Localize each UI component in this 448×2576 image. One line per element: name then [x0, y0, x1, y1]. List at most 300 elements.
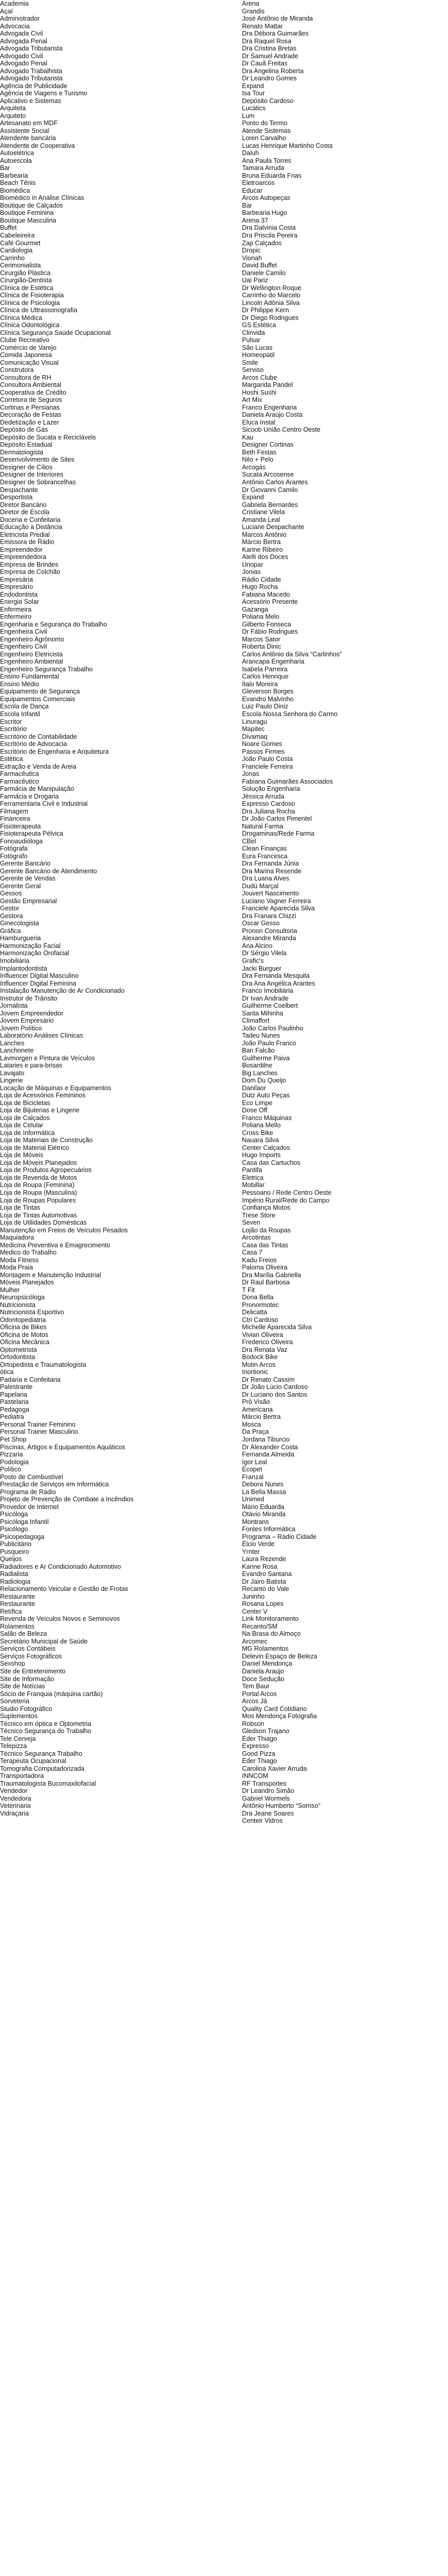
- name-item: Eura Francesca: [242, 852, 288, 860]
- category-item: Pedagoga: [0, 1405, 30, 1413]
- category-item: Implantodontista: [0, 964, 47, 972]
- category-item: Filmagem: [0, 807, 28, 815]
- category-item: Maquiadora: [0, 1234, 35, 1242]
- category-item: Instalação Manutenção de Ar Condicionado: [0, 987, 125, 995]
- category-item: Artesanato em MDF: [0, 120, 58, 127]
- name-item: CBel: [242, 837, 256, 845]
- name-item: Dra Luana Alves: [242, 875, 289, 883]
- category-item: Gerente de Vendas: [0, 875, 56, 883]
- category-item: Enfermeiro: [0, 613, 32, 621]
- name-item: Mosca: [242, 1420, 261, 1428]
- category-item: Sexshop: [0, 1660, 25, 1668]
- name-item: Grafic's: [242, 957, 264, 964]
- name-item: Evandro Santana: [242, 1570, 292, 1578]
- category-item: Advogado Civil: [0, 52, 43, 60]
- name-item: José Antônio de Miranda: [242, 15, 313, 23]
- category-item: Prestação de Serviços em Informática: [0, 1481, 109, 1488]
- category-item: Educação a Distância: [0, 523, 62, 531]
- name-item: Carrinho do Marcelo: [242, 292, 301, 299]
- name-item: Jouvert Nascimento: [242, 890, 299, 897]
- category-item: Studio Fotográfico: [0, 1705, 53, 1713]
- name-item: Grandis: [242, 7, 265, 15]
- name-item: Franco Imobiliária: [242, 987, 294, 995]
- category-item: Empreendedor: [0, 546, 43, 553]
- category-item: Engenheiro Civil: [0, 643, 47, 651]
- category-item: Bar: [0, 164, 10, 172]
- category-item: Enfermeira: [0, 605, 32, 613]
- category-item: Clínica Odontológica: [0, 321, 60, 329]
- name-item: Quality Card Cotidiano: [242, 1705, 307, 1713]
- category-item: Cortinas e Persianas: [0, 403, 60, 411]
- name-item: Eletroarcos: [242, 179, 275, 187]
- name-item: Dr Cauã Freitas: [242, 60, 288, 67]
- name-item: Igor Leal: [242, 1458, 267, 1466]
- category-item: Nutricionista Esportivo: [0, 1309, 64, 1316]
- category-item: Moda Praia: [0, 1264, 33, 1272]
- category-item: Designer de Cílios: [0, 463, 53, 471]
- name-item: Roberta Dinic: [242, 643, 281, 651]
- name-item: Dr Giovanni Camilo: [242, 486, 298, 494]
- name-item: RF Transportes: [242, 1780, 287, 1787]
- name-item: João Paulo Costa: [242, 755, 293, 763]
- category-item: Sócio de Franquia (máquina cartão): [0, 1690, 103, 1698]
- category-item: Ensino Fundamental: [0, 673, 59, 681]
- name-item: Good Pizza: [242, 1750, 275, 1757]
- category-item: Tomografia Computadorizada: [0, 1765, 84, 1772]
- category-item: Psicóloga Infantil: [0, 1518, 49, 1526]
- name-item: Dra Renata Vaz: [242, 1346, 288, 1353]
- category-item: Gráfica: [0, 927, 21, 935]
- category-item: Traumatologista Bucomaxilofacial: [0, 1780, 96, 1787]
- category-item: Engenheiro Agrônomo: [0, 635, 64, 643]
- category-item: Energia Solar: [0, 598, 39, 606]
- category-item: Advogado Penal: [0, 60, 47, 67]
- name-item: Dra Marina Resende: [242, 867, 302, 875]
- name-item: Dudú Marçal: [242, 882, 279, 890]
- category-item: Fisioterapeuta Pélvica: [0, 830, 63, 838]
- name-item: Lucátics: [242, 105, 266, 112]
- category-item: Despachante: [0, 486, 38, 494]
- name-item: Ecopet: [242, 1466, 262, 1473]
- category-item: Barbearia: [0, 172, 28, 179]
- name-item: Noare Gomes: [242, 740, 282, 748]
- name-item: Da Praça: [242, 1428, 269, 1436]
- name-item: Pantifa: [242, 1166, 262, 1174]
- name-item: Fontes Informática: [242, 1526, 296, 1533]
- category-item: Pastelaria: [0, 1398, 29, 1406]
- category-item: Arquiteta: [0, 105, 26, 112]
- category-item: Sorveteria: [0, 1698, 29, 1705]
- category-item: Loja de Roupa (Masculina): [0, 1189, 77, 1196]
- category-item: Jovem Empreendedor: [0, 1009, 63, 1017]
- category-item: Depósito de Sucata e Reciclávels: [0, 433, 96, 441]
- category-item: Loja de Bijuterias e Lingerie: [0, 1107, 80, 1114]
- name-item: Dr Philippe Kern: [242, 307, 289, 314]
- category-item: Clínica de Fisioterapia: [0, 292, 64, 299]
- name-item: Barbearia Hugo: [242, 209, 287, 217]
- category-item: Gerente Geral: [0, 882, 41, 890]
- name-item: Otávio Miranda: [242, 1511, 286, 1518]
- name-item: Antônio Humberto “Sorriso”: [242, 1802, 321, 1810]
- category-item: Odontopediatria: [0, 1316, 46, 1324]
- name-item: Expresso: [242, 1742, 269, 1750]
- name-item: Dr Leandro Gomes: [242, 75, 297, 82]
- category-item: Financeira: [0, 815, 30, 823]
- name-item: Ana Paula Torres: [242, 157, 291, 164]
- name-item: Educar: [242, 187, 263, 194]
- category-item: Influencer Digital Feminina: [0, 979, 76, 987]
- name-item: Alexandre Miranda: [242, 935, 296, 942]
- category-item: Programa de Rádio: [0, 1488, 56, 1496]
- category-item: Rolamentos: [0, 1622, 35, 1630]
- category-item: Relacionamento Veicular e Gestão de Frotas: [0, 1585, 128, 1593]
- category-item: Escritório: [0, 725, 27, 733]
- category-item: Site de Informação: [0, 1675, 54, 1683]
- name-item: Dona Bella: [242, 1294, 274, 1301]
- category-item: Político: [0, 1466, 21, 1473]
- category-item: Loja de Móveis: [0, 1151, 44, 1159]
- name-item: Pronon Consultoria: [242, 927, 298, 935]
- name-item: Éder Thiago: [242, 1735, 277, 1742]
- category-item: Mulher: [0, 1286, 20, 1294]
- category-item: Loja de Produtos Agropecuários: [0, 1166, 92, 1174]
- category-item: Construtora: [0, 366, 34, 374]
- name-item: Kau: [242, 433, 254, 441]
- name-item: Ana Alcino: [242, 942, 273, 950]
- category-item: Cardiologia: [0, 247, 33, 255]
- category-item: Gestora: [0, 912, 23, 920]
- name-item: Expresso Cardoso: [242, 800, 295, 808]
- category-item: Serviços Contábeis: [0, 1645, 56, 1653]
- name-item: Fernanda Almeida: [242, 1451, 295, 1459]
- category-item: Ferramentaria Civil e Industrial: [0, 800, 88, 808]
- category-item: Administrador: [0, 15, 40, 23]
- name-item: Dr Leandro Simão: [242, 1787, 295, 1795]
- category-item: Oficina de Bikes: [0, 1324, 47, 1331]
- name-item: Link Monitoramento: [242, 1615, 299, 1623]
- name-item: Márcio Bertra: [242, 538, 281, 546]
- category-item: Autoelétrica: [0, 149, 35, 157]
- category-item: Vidraçaria: [0, 1809, 29, 1817]
- category-item: Gerente Bancário de Atendimento: [0, 867, 97, 875]
- name-item: Mobillar: [242, 1181, 265, 1189]
- name-item: Arcogás: [242, 463, 266, 471]
- name-item: Poliana Melo: [242, 613, 280, 621]
- name-item: Franco Máquinas: [242, 1114, 292, 1122]
- name-item: Gilberto Fonseca: [242, 620, 291, 628]
- name-item: Daluh: [242, 149, 259, 157]
- name-item: Élcio Verde: [242, 1540, 275, 1548]
- category-item: Loja de Material Elétrico: [0, 1144, 70, 1151]
- category-item: Suplementos: [0, 1713, 38, 1720]
- category-item: Designer de Sobrancelhas: [0, 479, 76, 486]
- name-item: Margarida Paridel: [242, 381, 293, 389]
- name-item: Daniel Mendonça: [242, 1660, 292, 1668]
- category-item: Posto de Combustível: [0, 1473, 63, 1481]
- category-item: Doceria e Confeitaria: [0, 516, 61, 523]
- category-item: Engenheira Civil: [0, 628, 47, 636]
- name-item: São Lucas: [242, 344, 273, 351]
- category-item: Equipamentos Comerciais: [0, 695, 75, 703]
- category-item: Fotógrafo: [0, 852, 28, 860]
- category-item: Escritor: [0, 718, 22, 725]
- name-item: Isabela Parreira: [242, 665, 288, 673]
- name-item: Márcio Bertra: [242, 1413, 281, 1421]
- name-item: Dose Off: [242, 1107, 268, 1114]
- category-item: Loja de Roupa (Feminina): [0, 1181, 75, 1189]
- category-item: Personal Trainer Masculino: [0, 1428, 78, 1436]
- name-item: Depósito Cardoso: [242, 97, 294, 105]
- category-item: Corretora de Seguros: [0, 396, 62, 404]
- name-item: Na Brasa do Almoço: [242, 1630, 301, 1638]
- category-item: Academia: [0, 0, 29, 7]
- name-item: Daniela Araújo Costa: [242, 411, 303, 419]
- name-item: Dra Franara Chizzi: [242, 912, 296, 920]
- category-item: Clube Recreativo: [0, 336, 49, 344]
- name-item: Marcos Antônio: [242, 531, 287, 538]
- name-item: Dr Fábio Rodrigues: [242, 628, 298, 636]
- category-item: Vendedor: [0, 1787, 28, 1795]
- name-item: Arcos Já: [242, 1698, 267, 1705]
- name-item: Vivian Oliveira: [242, 1331, 283, 1338]
- category-item: Clínica de Psicologia: [0, 299, 60, 307]
- name-item: Luciano Vagner Ferreira: [242, 897, 311, 905]
- category-item: Serviços Fotográficos: [0, 1652, 62, 1660]
- category-item: ótica: [0, 1368, 14, 1376]
- name-item: Serviso: [242, 366, 264, 374]
- name-item: Programa – Rádio Cidade: [242, 1533, 317, 1540]
- name-item: Dra Cristina Bretas: [242, 45, 297, 53]
- category-item: Móveis Planejados: [0, 1279, 54, 1286]
- category-item: Açaí: [0, 7, 13, 15]
- category-item: Ginecologista: [0, 920, 39, 927]
- category-item: Loja de Tintas: [0, 1204, 40, 1212]
- name-item: Jordana Tiburcio: [242, 1436, 290, 1443]
- category-item: Engenheiro Segurança Trabalho: [0, 665, 93, 673]
- name-item: Rádio Cidade: [242, 575, 281, 583]
- category-item: Desportista: [0, 494, 33, 501]
- name-item: Tem Baur: [242, 1683, 270, 1690]
- name-item: Dr João Lúcio Cardoso: [242, 1383, 308, 1391]
- category-item: Farmacêutico: [0, 777, 39, 785]
- category-item: Técnico Segurança do Trabalho: [0, 1727, 92, 1735]
- category-item: Lavmorgen e Pintura de Veículos: [0, 1054, 95, 1062]
- name-item: Franciele Aparecida Silva: [242, 905, 315, 912]
- category-item: Nutricionista: [0, 1301, 36, 1309]
- name-item: Hoshi Sushi: [242, 388, 277, 396]
- name-item: Montrans: [242, 1518, 269, 1526]
- name-item: GS Estética: [242, 321, 276, 329]
- name-item: Expand: [242, 82, 264, 90]
- category-item: Psicólogo: [0, 1526, 28, 1533]
- category-item: Advogada Civil: [0, 30, 43, 38]
- name-item: Dra Marília Gabriella: [242, 1271, 301, 1279]
- name-item: Luiz Paulo Diniz: [242, 703, 288, 710]
- category-item: Loja de Roupas Populares: [0, 1196, 76, 1204]
- category-item: Radiologia: [0, 1578, 31, 1585]
- category-item: Cerimonialista: [0, 262, 41, 269]
- category-item: Jovem Político: [0, 1024, 42, 1032]
- name-item: Delicatta: [242, 1309, 267, 1316]
- name-item: Debora Nunes: [242, 1481, 284, 1488]
- name-item: Paloma Oliveira: [242, 1264, 288, 1272]
- name-item: Jonas: [242, 770, 260, 778]
- name-item: Designer Cortinas: [242, 441, 294, 449]
- category-item: Extração e Venda de Areia: [0, 762, 77, 770]
- name-item: Arena 37: [242, 216, 268, 224]
- category-item: Ensino Médio: [0, 680, 39, 688]
- category-item: Veterinária: [0, 1802, 31, 1810]
- category-item: Lanches: [0, 1039, 25, 1047]
- category-item: Empreendedora: [0, 553, 46, 561]
- name-item: Hugo Imports: [242, 1151, 281, 1159]
- category-item: Lataries e para-brisas: [0, 1062, 62, 1070]
- category-item: Escritório de Advocacia: [0, 740, 67, 748]
- category-item: Podologia: [0, 1458, 29, 1466]
- category-item: Comida Japonesa: [0, 351, 52, 359]
- name-item: Mapitec: [242, 725, 265, 733]
- category-item: Loja de Tintas Automotivas: [0, 1211, 77, 1219]
- category-item: Harmonização Facial: [0, 942, 61, 950]
- category-item: Diretor Bancário: [0, 501, 47, 509]
- category-item: Loja de Celular: [0, 1122, 44, 1129]
- name-item: Yrnter: [242, 1548, 260, 1555]
- name-item: La Bella Massa: [242, 1488, 286, 1496]
- category-item: Fisioterapeuta: [0, 822, 41, 830]
- name-item: Daniele Camilo: [242, 269, 286, 277]
- name-item: Beth Festas: [242, 448, 277, 456]
- category-item: Estética: [0, 755, 23, 763]
- category-item: Emissora de Rádio: [0, 538, 55, 546]
- category-item: Engenharia e Segurança do Trabalho: [0, 620, 107, 628]
- name-item: Casa das Cartuchos: [242, 1159, 301, 1166]
- category-item: Piscinas, Artigos e Equipamentos Aquáticos: [0, 1443, 126, 1451]
- name-item: Luciane Despachante: [242, 523, 304, 531]
- name-item: Dr Sérgio Vilela: [242, 950, 287, 957]
- category-item: Diretor de Escola: [0, 509, 49, 516]
- name-item: Inortionic: [242, 1368, 268, 1376]
- name-item: Zap Calçados: [242, 239, 282, 247]
- name-item: Hugo Rocha: [242, 583, 278, 591]
- name-item: Climaffort: [242, 1017, 270, 1025]
- name-item: Franciele Ferreira: [242, 762, 293, 770]
- name-item: Big Lanches: [242, 1069, 278, 1077]
- category-item: Fotógrafa: [0, 845, 28, 853]
- category-item: Aplicativo e Sistemas: [0, 97, 61, 105]
- name-item: Trese Store: [242, 1211, 275, 1219]
- category-item: Projeto de Prevenção de Combate a Incêndios: [0, 1496, 134, 1503]
- name-item: Pessoano / Rede Centro Oeste: [242, 1189, 332, 1196]
- category-item: Imobiliária: [0, 957, 29, 964]
- name-column: [242, 0, 445, 1825]
- category-item: Técnico Segurança Trabalho: [0, 1750, 82, 1757]
- category-item: Medico do Trabalho: [0, 1249, 57, 1257]
- category-item: Loja de Acessórios Femininos: [0, 1092, 86, 1099]
- name-item: Center Calçados: [242, 1144, 290, 1151]
- name-item: Bruna Eduarda Frias: [242, 172, 302, 179]
- name-item: Linuragu: [242, 718, 267, 725]
- name-item: Arcotintas: [242, 1234, 271, 1242]
- name-item: Passos Firmes: [242, 748, 285, 755]
- category-item: Escritório de Contabilidade: [0, 733, 77, 740]
- name-item: João Paulo Franco: [242, 1039, 296, 1047]
- name-item: Sarita Mihinha: [242, 1009, 283, 1017]
- category-item: Dedetização e Lazer: [0, 418, 59, 426]
- name-item: Motin Arcos: [242, 1361, 276, 1368]
- name-item: Eletrica: [242, 1174, 264, 1181]
- category-item: Retífica: [0, 1607, 22, 1615]
- category-item: Advogada Penal: [0, 37, 47, 45]
- name-item: Rosana Lopes: [242, 1600, 284, 1608]
- name-item: Atelli dos Doces: [242, 553, 288, 561]
- category-item: Personal Trainer Feminino: [0, 1420, 76, 1428]
- name-item: Seven: [242, 1219, 261, 1227]
- category-item: Pediatra: [0, 1413, 24, 1421]
- name-item: Frederico Oliveira: [242, 1338, 293, 1346]
- category-item: Engenheiro Ambiental: [0, 658, 63, 666]
- category-item: Loja de Informática: [0, 1129, 55, 1137]
- name-item: Juninho: [242, 1592, 265, 1600]
- category-item: Lavajato: [0, 1069, 25, 1077]
- category-item: Pusqueiro: [0, 1548, 29, 1555]
- category-item: Loja de Móveis Planejados: [0, 1159, 77, 1166]
- name-item: Tadeu Nunes: [242, 1032, 280, 1040]
- name-item: Mário Eduarda: [242, 1503, 284, 1511]
- category-item: Neuropsicóloga: [0, 1294, 45, 1301]
- category-item: Publicitário: [0, 1540, 32, 1548]
- name-item: Dr Raul Barbosa: [242, 1279, 290, 1286]
- name-item: Pronormotec: [242, 1301, 279, 1309]
- name-item: Arcos Clube: [242, 374, 278, 381]
- name-item: Dra Juliana Rocha: [242, 807, 295, 815]
- category-item: Advogada Tributarista: [0, 45, 63, 53]
- category-item: Cirurgião-Dentista: [0, 277, 52, 284]
- name-item: Centeir Vidros: [242, 1817, 283, 1825]
- name-item: Dra Priscila Pereira: [242, 231, 298, 239]
- category-item: Clínica Médica: [0, 314, 42, 321]
- category-item: Decoração de Festas: [0, 411, 61, 419]
- name-item: Antônio Carlos Arantes: [242, 479, 308, 486]
- category-item: Psicopedagoga: [0, 1533, 45, 1540]
- name-item: Drogaminas/Rede Farma: [242, 830, 315, 838]
- category-item: Locação de Máquinas e Equipamentos: [0, 1084, 112, 1092]
- name-item: Karine Rosa: [242, 1563, 278, 1570]
- category-item: Gessos: [0, 890, 22, 897]
- name-item: Doce Sedução: [242, 1675, 285, 1683]
- name-item: João Carlos Paulinho: [242, 1024, 303, 1032]
- name-item: Dr Diego Rodrigues: [242, 314, 299, 321]
- category-item: Assistente Social: [0, 127, 49, 134]
- category-item: Psicóloga: [0, 1511, 28, 1518]
- category-item: Depósito de Gás: [0, 426, 48, 434]
- category-item: Lanchonete: [0, 1047, 34, 1055]
- category-item: Oficina de Motos: [0, 1331, 48, 1338]
- category-item: Clínica de Estética: [0, 284, 54, 292]
- category-item: Empresa de Colchão: [0, 568, 60, 576]
- category-item: Buffet: [0, 224, 17, 232]
- name-item: Escola Nossa Senhora do Carmo: [242, 710, 338, 718]
- category-item: Jovem Empresário: [0, 1017, 54, 1025]
- name-item: Isa Tour: [242, 90, 265, 97]
- name-item: Império Rural/Rede do Campo: [242, 1196, 330, 1204]
- category-item: Pet Shop: [0, 1436, 27, 1443]
- category-item: Revenda de Veículos Novos e Seminovos: [0, 1615, 120, 1623]
- category-item: Tele Cerveja: [0, 1735, 36, 1742]
- name-item: Casa 7: [242, 1249, 263, 1257]
- name-item: Danilaor: [242, 1084, 266, 1092]
- category-item: Escritório de Engenharia e Arquitetura: [0, 748, 109, 755]
- name-item: Bar: [242, 201, 252, 209]
